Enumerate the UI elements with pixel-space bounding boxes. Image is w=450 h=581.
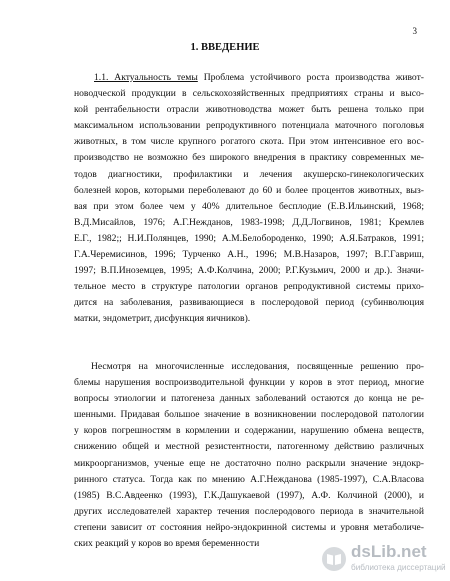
text-line: максимальном использовании репродуктивного потенциала маточного поголовья xyxy=(74,120,424,132)
text-line: животных, в том числе крупного рогатого скота. При этом интенсивное его вос- xyxy=(74,136,424,148)
text-line: 1997; В.П.Иноземцев, 1995; А.Ф.Колчина, 2000; Р.Г.Кузьмич, 2000 и др.). Значи- xyxy=(74,265,424,277)
book-icon xyxy=(321,546,347,572)
text-line: дится на заболевания, развивающиеся в послеродовой период (субинволюция xyxy=(74,297,424,309)
text-line: тодов диагностики, профилактики и лечения акушерско-гинекологических xyxy=(74,168,424,180)
text-line: степени зависит от состояния нейро-эндокринной системы и уровня метаболиче- xyxy=(74,521,424,533)
text-line: производство не возможно без широкого внедрения в практику современных ме- xyxy=(74,152,424,164)
paragraph-1 xyxy=(74,70,424,328)
paragraph-1-first-line xyxy=(74,70,424,86)
text-line: болезней коров, которыми переболевают до 60 и более процентов животных, выз- xyxy=(74,184,424,196)
text-line: Несмотря на многочисленные исследования, посвященные решению про- xyxy=(91,361,424,372)
paragraph-2 xyxy=(74,359,424,552)
text-line: матки, эндометрит, дисфункция яичников). xyxy=(74,313,251,325)
text-line: тельное место в структуре патологии органов репродуктивной системы прихо- xyxy=(74,281,424,293)
text-line: Г.А.Черемисинов, 1996; Турченко А.Н., 1996; М.В.Назаров, 1997; В.Г.Гавриш, xyxy=(74,249,424,261)
text-line: снижению общей и местной резистентности, патогенному действию различных xyxy=(74,441,424,453)
text-line: кой рентабельности отрасли животноводства может быть решена только при xyxy=(74,104,424,116)
text-line: ских реакций у коров во время беременности xyxy=(74,538,260,550)
text-line: (1985) В.С.Авдеенко (1993), Г.К.Дашукаевой (1997), А.Ф. Колчиной (2000), и xyxy=(74,489,424,501)
text-line: В.Д.Мисайлов, 1976; А.Г.Нежданов, 1983-1998; Д.Д.Логвинов, 1981; Кремлев xyxy=(74,216,424,228)
text-line: шенными. Придавая большое значение в возникновении послеродовой патологии xyxy=(74,409,424,421)
text-line: у коров погрешностям в кормлении и содержании, нарушению обмена веществ, xyxy=(74,425,424,437)
text-line: блемы нарушения воспроизводительной функции у коров в этот период, многие xyxy=(74,377,424,389)
page-number: 3 xyxy=(412,26,417,36)
first-line-rest: Проблема устойчивого роста производства живот- xyxy=(203,72,424,83)
text-line: новодческой продукции в сельскохозяйственных предприятиях страны и высо- xyxy=(74,88,424,100)
text-line: вая при этом более чем у 40% длительное бесплодие (Е.В.Ильинский, 1968; xyxy=(74,200,424,212)
text-line: микроорганизмов, ученые еще не достаточно полно раскрыли значение эндокр- xyxy=(74,457,424,469)
text-line: Е.Г., 1982;; Н.И.Полянцев, 1990; А.М.Белобороденко, 1990; А.Я.Батраков, 1991; xyxy=(74,232,424,244)
paragraph-1-lines xyxy=(74,86,424,327)
section-heading: 1. ВВЕДЕНИЕ xyxy=(190,42,260,53)
watermark-title: dsLib.net xyxy=(351,542,427,561)
subsection-label: 1.1. Актуальность темы xyxy=(94,72,198,83)
text-line: других исследователей характер течения послеродового периода в значительной xyxy=(74,505,424,517)
text-line: вопросы этиологии и патогенеза данных заболеваний остаются до конца не ре- xyxy=(74,393,424,405)
dslib-watermark[interactable] xyxy=(321,544,446,574)
watermark-subtitle: библиотека диссертаций xyxy=(351,563,446,572)
text-line: ринного статуса. Тогда как по мнению А.Г.Нежданова (1985-1997), С.А.Власова xyxy=(74,473,424,485)
